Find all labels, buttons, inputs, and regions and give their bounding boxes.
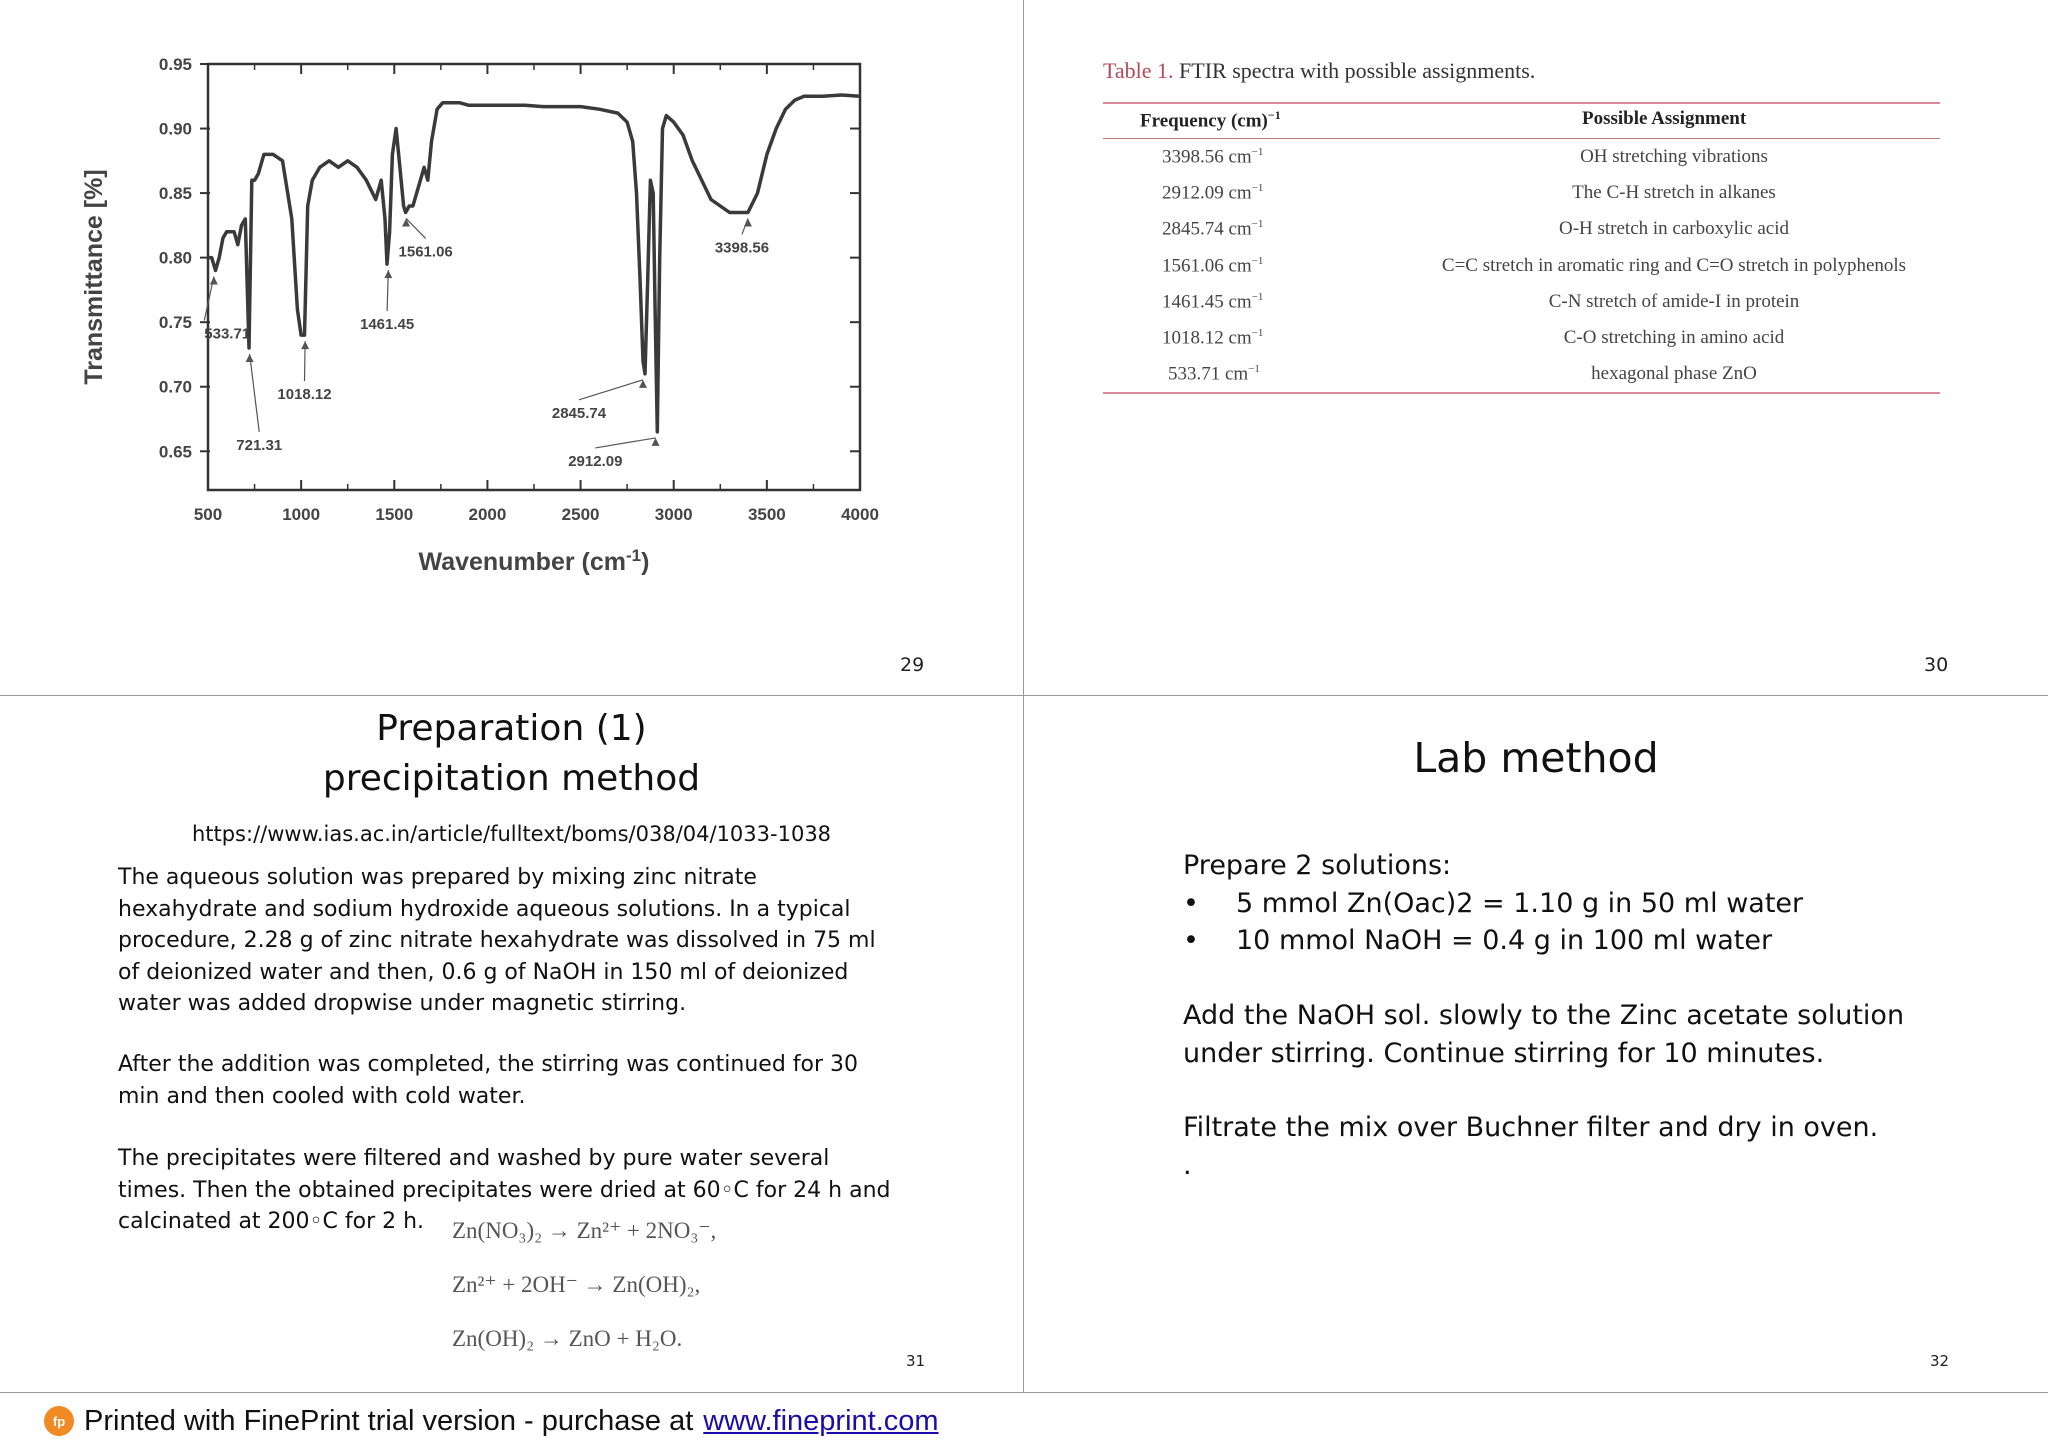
x-tick-label: 2000: [468, 505, 507, 524]
slide-31-title-line1: Preparation (1): [376, 708, 647, 749]
peak-label: 1461.45: [359, 316, 415, 334]
y-tick-label: 0.65: [158, 442, 192, 462]
annotation-arrowhead: [384, 270, 392, 278]
annotation-arrowhead: [210, 277, 218, 285]
solutions-intro: Prepare 2 solutions:: [1183, 850, 1452, 881]
table-cell-assignment: C-N stretch of amide-I in protein: [1548, 291, 1800, 312]
annotation-arrowhead: [652, 438, 660, 446]
y-axis-label: Transmittance [%]: [80, 169, 108, 385]
footer-text: Printed with FinePrint trial version - purchase at: [84, 1404, 694, 1437]
peak-annotations: [204, 218, 769, 469]
y-tick-label: 0.75: [158, 313, 192, 333]
x-axis-label: Wavenumber $(cm^{-1})$: [418, 545, 650, 576]
trailing-dot: .: [1183, 1150, 1192, 1181]
annotation-leader: [579, 380, 643, 400]
peak-label: 2912.09: [568, 452, 623, 470]
fineprint-logo-icon: fp: [44, 1406, 74, 1436]
x-tick-label: 4000: [841, 505, 879, 524]
table-cell-frequency: 2912.09 $cm^{-1}$: [1162, 182, 1264, 204]
table-cell-frequency: 1018.12 $cm^{-1}$: [1162, 327, 1264, 349]
slide-number-32: 32: [1930, 1352, 1950, 1370]
slide-divider-vertical: [1023, 0, 1024, 1393]
bullet-marker: •: [1183, 925, 1199, 956]
x-tick-label: 1500: [375, 505, 414, 524]
annotation-arrowhead: [402, 218, 410, 226]
slide-number-31: 31: [906, 1352, 926, 1370]
y-tick-label: 0.90: [158, 119, 192, 139]
peak-label: 1561.06: [398, 243, 453, 261]
solution-bullet-2-text: 10 mmol NaOH = 0.4 g in 100 ml water: [1236, 925, 1773, 956]
annotation-leader: [406, 218, 426, 238]
peak-label: 1018.12: [277, 386, 332, 404]
table-cell-frequency: 1561.06 $cm^{-1}$: [1162, 255, 1264, 277]
slide-divider-horizontal: [0, 695, 2048, 696]
table-cell-assignment: hexagonal phase ZnO: [1591, 363, 1757, 384]
reaction-equation-1: Zn(NO₃)₂ → Zn²⁺ + 2NO₃⁻,: [452, 1218, 717, 1243]
table-header-rule: [1103, 138, 1940, 139]
table-cell-assignment: C=C stretch in aromatic ring and C=O stretch in polyphenols: [1441, 255, 1907, 276]
table-caption-text: FTIR spectra with possible assignments.: [1173, 58, 1536, 83]
transmittance-line: [208, 95, 860, 432]
table-cell-assignment: O-H stretch in carboxylic acid: [1558, 218, 1790, 239]
table-header-frequency: Frequency (cm)$^{-1}$: [1140, 108, 1281, 132]
table-cell-assignment: OH stretching vibrations: [1580, 146, 1768, 167]
step-1-line-1: Add the NaOH sol. slowly to the Zinc acetate solution: [1183, 1000, 1905, 1031]
slide-31-title-line2: precipitation method: [322, 758, 701, 799]
source-url: https://www.ias.ac.in/article/fulltext/boms/038/04/1033-1038: [191, 822, 832, 846]
fineprint-link[interactable]: www.fineprint.com: [703, 1404, 939, 1437]
y-tick-label: 0.70: [158, 377, 192, 397]
table-top-rule: [1103, 102, 1940, 104]
table-caption: [1103, 58, 1535, 84]
annotation-arrowhead: [246, 354, 254, 362]
slide-number-30: 30: [1924, 654, 1949, 676]
step-1-line-2: under stirring. Continue stirring for 10 minutes.: [1183, 1038, 1825, 1069]
table-cell-frequency: 2845.74 $cm^{-1}$: [1162, 218, 1264, 240]
table-bottom-rule: [1103, 392, 1940, 394]
peak-label: 533.71: [204, 325, 251, 343]
slide-number-29: 29: [900, 654, 925, 676]
x-tick-label: 3500: [747, 505, 786, 524]
table-cell-frequency: 533.71 $cm^{-1}$: [1168, 363, 1260, 385]
step-2: Filtrate the mix over Buchner filter and dry in oven.: [1183, 1112, 1879, 1143]
bullet-marker: •: [1183, 888, 1199, 919]
y-tick-label: 0.80: [158, 248, 192, 268]
y-tick-label: 0.95: [158, 55, 192, 74]
peak-label: 721.31: [236, 437, 283, 454]
footer-divider: [0, 1392, 2048, 1393]
solution-bullet-1: [1183, 888, 1804, 919]
x-tick-label: 1000: [282, 505, 321, 524]
procedure-paragraph-1: The aqueous solution was prepared by mixing zinc nitrate hexahydrate and sodium hydroxide aqueous solutions. In a typical procedure, 2.28 g of zinc nitrate hexahydrate was dissolved in 75 ml of deionized water and then, 0.6 g of NaOH in 150 ml of deionized water was added dropwise under magnetic stirring.: [118, 865, 876, 1016]
annotation-leader: [250, 354, 260, 432]
table-cell-frequency: 1461.45 $cm^{-1}$: [1162, 291, 1264, 313]
x-tick-label: 500: [193, 505, 223, 524]
ftir-chart: [60, 40, 920, 600]
x-tick-label: 3000: [654, 505, 693, 524]
procedure-paragraph-3: The precipitates were filtered and washed by pure water several times. Then the obtained precipitates were dried at 60◦C for 24 h and calcinated at 200◦C for 2 h.: [118, 1146, 891, 1234]
solution-bullet-1-text: 5 mmol Zn(Oac)2 = 1.10 g in 50 ml water: [1236, 888, 1804, 919]
annotation-arrowhead: [744, 218, 752, 226]
annotation-arrowhead: [301, 341, 309, 349]
table-header-assignment: Possible Assignment: [1582, 108, 1747, 129]
table-cell-frequency: 3398.56 $cm^{-1}$: [1162, 146, 1264, 168]
slide-32-title: Lab method: [1413, 734, 1659, 782]
reaction-equation-3: Zn(OH)₂ → ZnO + H₂O.: [452, 1326, 683, 1351]
solution-bullet-2: [1183, 925, 1773, 956]
peak-label: 3398.56: [714, 239, 770, 257]
reaction-equation-2: Zn²⁺ + 2OH⁻ → Zn(OH)₂,: [452, 1272, 701, 1297]
table-caption-label: Table 1.: [1103, 58, 1174, 83]
peak-label: 2845.74: [551, 404, 607, 422]
x-tick-label: 2500: [561, 505, 600, 524]
fineprint-footer: [44, 1404, 939, 1438]
annotation-leader: [595, 438, 655, 448]
table-cell-assignment: C-O stretching in amino acid: [1563, 327, 1785, 348]
procedure-paragraph-2: After the addition was completed, the stirring was continued for 30 min and then cooled with cold water.: [118, 1052, 859, 1109]
y-tick-label: 0.85: [158, 184, 192, 204]
table-cell-assignment: The C-H stretch in alkanes: [1572, 182, 1776, 203]
